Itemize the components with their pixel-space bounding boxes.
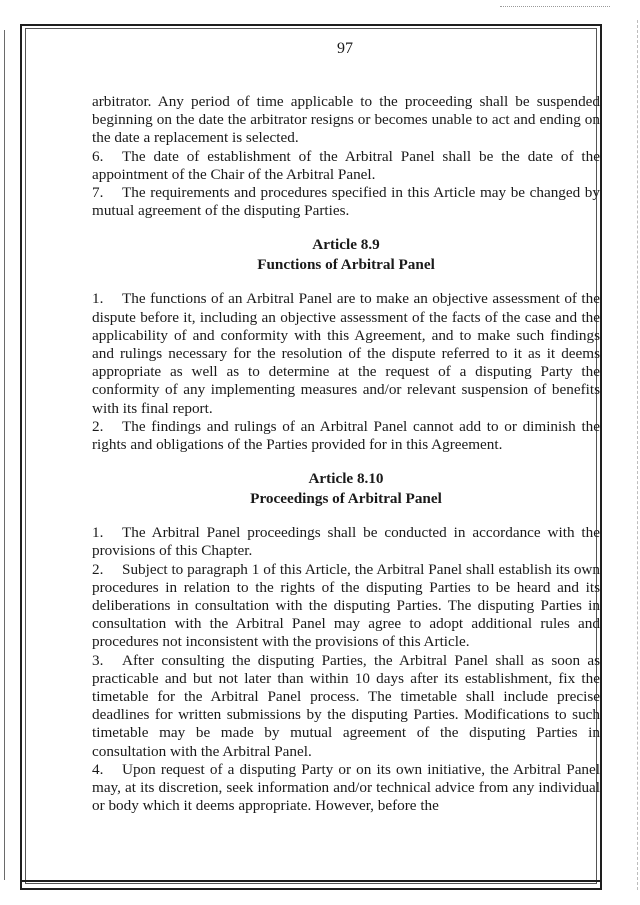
paragraph-text: The date of establishment of the Arbitral Panel shall be the date of the appointment of the Chair of the Arbitral Panel.: [92, 147, 600, 183]
article-8-9-heading: Article 8.9: [312, 236, 380, 254]
paragraph-text: Upon request of a disputing Party or on its own initiative, the Arbitral Panel may, at its discretion, seek information and/or technical advice from any individual or body which it deems appropriate. However, before the: [92, 760, 600, 815]
article-8-10-paragraph-3: [92, 652, 600, 761]
page-number: 97: [337, 40, 353, 57]
paragraph-number: 7.: [92, 184, 104, 202]
scan-right-edge: [637, 20, 638, 890]
paragraph-number: 6.: [92, 147, 104, 165]
document-body: [92, 93, 600, 816]
article-8-10-heading: Article 8.10: [308, 470, 384, 488]
article-8-9-title: Functions of Arbitral Panel: [257, 256, 435, 274]
scan-artifact: [500, 6, 610, 7]
article-8-9-paragraph-2: [92, 418, 600, 454]
paragraph-number: 1.: [92, 524, 104, 542]
paragraph-text: The requirements and procedures specified in this Article may be changed by mutual agreement of the disputing Parties.: [92, 184, 600, 220]
article-8-10-paragraph-4: [92, 761, 600, 816]
paragraph-text: Subject to paragraph 1 of this Article, the Arbitral Panel shall establish its own procedures in relation to the rights of the disputing Parties to be heard and its deliberations in consultation with the disputing Parties. The disputing Parties in consultation with the Arbitral Panel may agree to adopt additional rules and procedures not inconsistent with the provisions of this Article.: [92, 560, 600, 651]
article-8-9-paragraph-1: [92, 290, 600, 417]
scan-left-edge: [4, 30, 5, 880]
paragraph-number: 1.: [92, 290, 104, 308]
paragraph-number: 2.: [92, 560, 104, 578]
paragraph-text: After consulting the disputing Parties, the Arbitral Panel shall as soon as practicable and but not later than within 10 days after its establishment, fix the timetable for the Arbitral Panel process. The timetable shall include precise deadlines for written submissions by the disputing Parties. Modifications to such timetable may be made by mutual agreement of the disputing Parties in consultation with the Arbitral Panel.: [92, 651, 600, 760]
continuation-paragraph: arbitrator. Any period of time applicable to the proceeding shall be suspended beginning on the date the arbitrator resigns or becomes unable to act and ending on the date a replacement is selected.: [92, 93, 600, 147]
article-8-10-title: Proceedings of Arbitral Panel: [250, 490, 442, 508]
paragraph-text: The findings and rulings of an Arbitral Panel cannot add to or diminish the rights and obligations of the Parties provided for in this Agreement.: [92, 417, 600, 454]
paragraph-text: The functions of an Arbitral Panel are to make an objective assessment of the dispute before it, including an objective assessment of the facts of the case and the applicability of and conformity with this Agreement, and to make such findings and rulings necessary for the resolution of the dispute referred to it as it deems appropriate as well as to determine at the request of a disputing Party the conformity of any implementing measures and/or relevant suspension of benefits with its final report.: [92, 290, 600, 417]
article-8-10-paragraph-1: [92, 524, 600, 560]
paragraph-6: [92, 148, 600, 184]
paragraph-number: 2.: [92, 417, 104, 435]
paragraph-7: [92, 184, 600, 220]
article-8-9-body: [92, 290, 600, 454]
article-8-10-paragraph-2: [92, 561, 600, 652]
article-8-10-body: [92, 524, 600, 815]
paragraph-number: 3.: [92, 651, 104, 669]
paragraph-text: The Arbitral Panel proceedings shall be conducted in accordance with the provisions of this Chapter.: [92, 524, 600, 560]
paragraph-number: 4.: [92, 760, 104, 778]
page-bottom-rule: [20, 880, 602, 882]
